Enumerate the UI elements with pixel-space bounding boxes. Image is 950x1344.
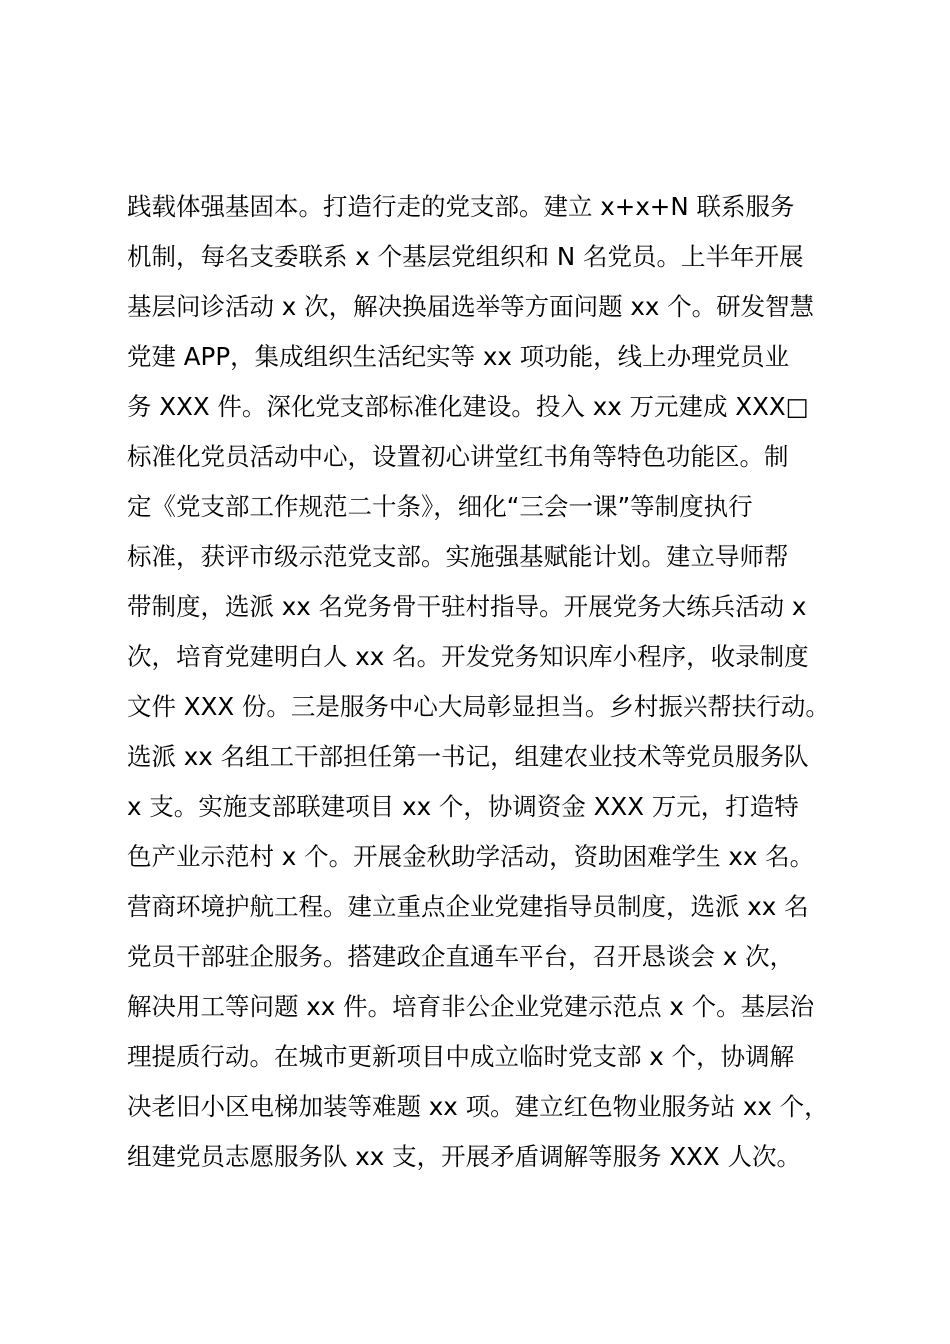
text-line: 解决用工等问题 xx 件。培育非公企业党建示范点 x 个。基层治 <box>127 992 815 1021</box>
body-paragraph <box>127 182 867 1182</box>
text-line: 机制，每名支委联系 x 个基层党组织和 N 名党员。上半年开展 <box>127 242 804 271</box>
text-line: 营商环境护航工程。建立重点企业党建指导员制度，选派 xx 名 <box>127 892 809 921</box>
text-line: 次，培育党建明白人 xx 名。开发党务知识库小程序，收录制度 <box>127 642 809 671</box>
text-line: 务 XXX 件。深化党支部标准化建设。投入 xx 万元建成 XXX□ <box>127 392 809 421</box>
text-line: 定《党支部工作规范二十条》，细化“三会一课”等制度执行 <box>127 492 753 521</box>
text-line: 选派 xx 名组工干部担任第一书记，组建农业技术等党员服务队 <box>127 742 809 771</box>
text-line: 标准，获评市级示范党支部。实施强基赋能计划。建立导师帮 <box>127 542 789 571</box>
text-line: 文件 XXX 份。三是服务中心大局彰显担当。乡村振兴帮扶行动。 <box>127 692 830 721</box>
text-line: 理提质行动。在城市更新项目中成立临时党支部 x 个，协调解 <box>127 1042 795 1071</box>
text-line: 决老旧小区电梯加装等难题 xx 项。建立红色物业服务站 xx 个， <box>127 1092 829 1121</box>
text-line: 标准化党员活动中心，设置初心讲堂红书角等特色功能区。制 <box>127 442 789 471</box>
text-line: 色产业示范村 x 个。开展金秋助学活动，资助困难学生 xx 名。 <box>127 842 815 871</box>
text-line: 党员干部驻企服务。搭建政企直通车平台，召开恳谈会 x 次， <box>127 942 795 971</box>
text-line: x 支。实施支部联建项目 xx 个，协调资金 XXX 万元，打造特 <box>127 792 799 821</box>
text-line: 组建党员志愿服务队 xx 支，开展矛盾调解等服务 XXX 人次。 <box>127 1142 801 1171</box>
text-line: 党建 APP，集成组织生活纪实等 xx 项功能，线上办理党员业 <box>127 342 790 371</box>
text-line: 践载体强基固本。打造行走的党支部。建立 x+x+N 联系服务 <box>127 192 795 221</box>
text-line: 带制度，选派 xx 名党务骨干驻村指导。开展党务大练兵活动 x <box>127 592 807 621</box>
text-line: 基层问诊活动 x 次，解决换届选举等方面问题 xx 个。研发智慧 <box>127 292 815 321</box>
